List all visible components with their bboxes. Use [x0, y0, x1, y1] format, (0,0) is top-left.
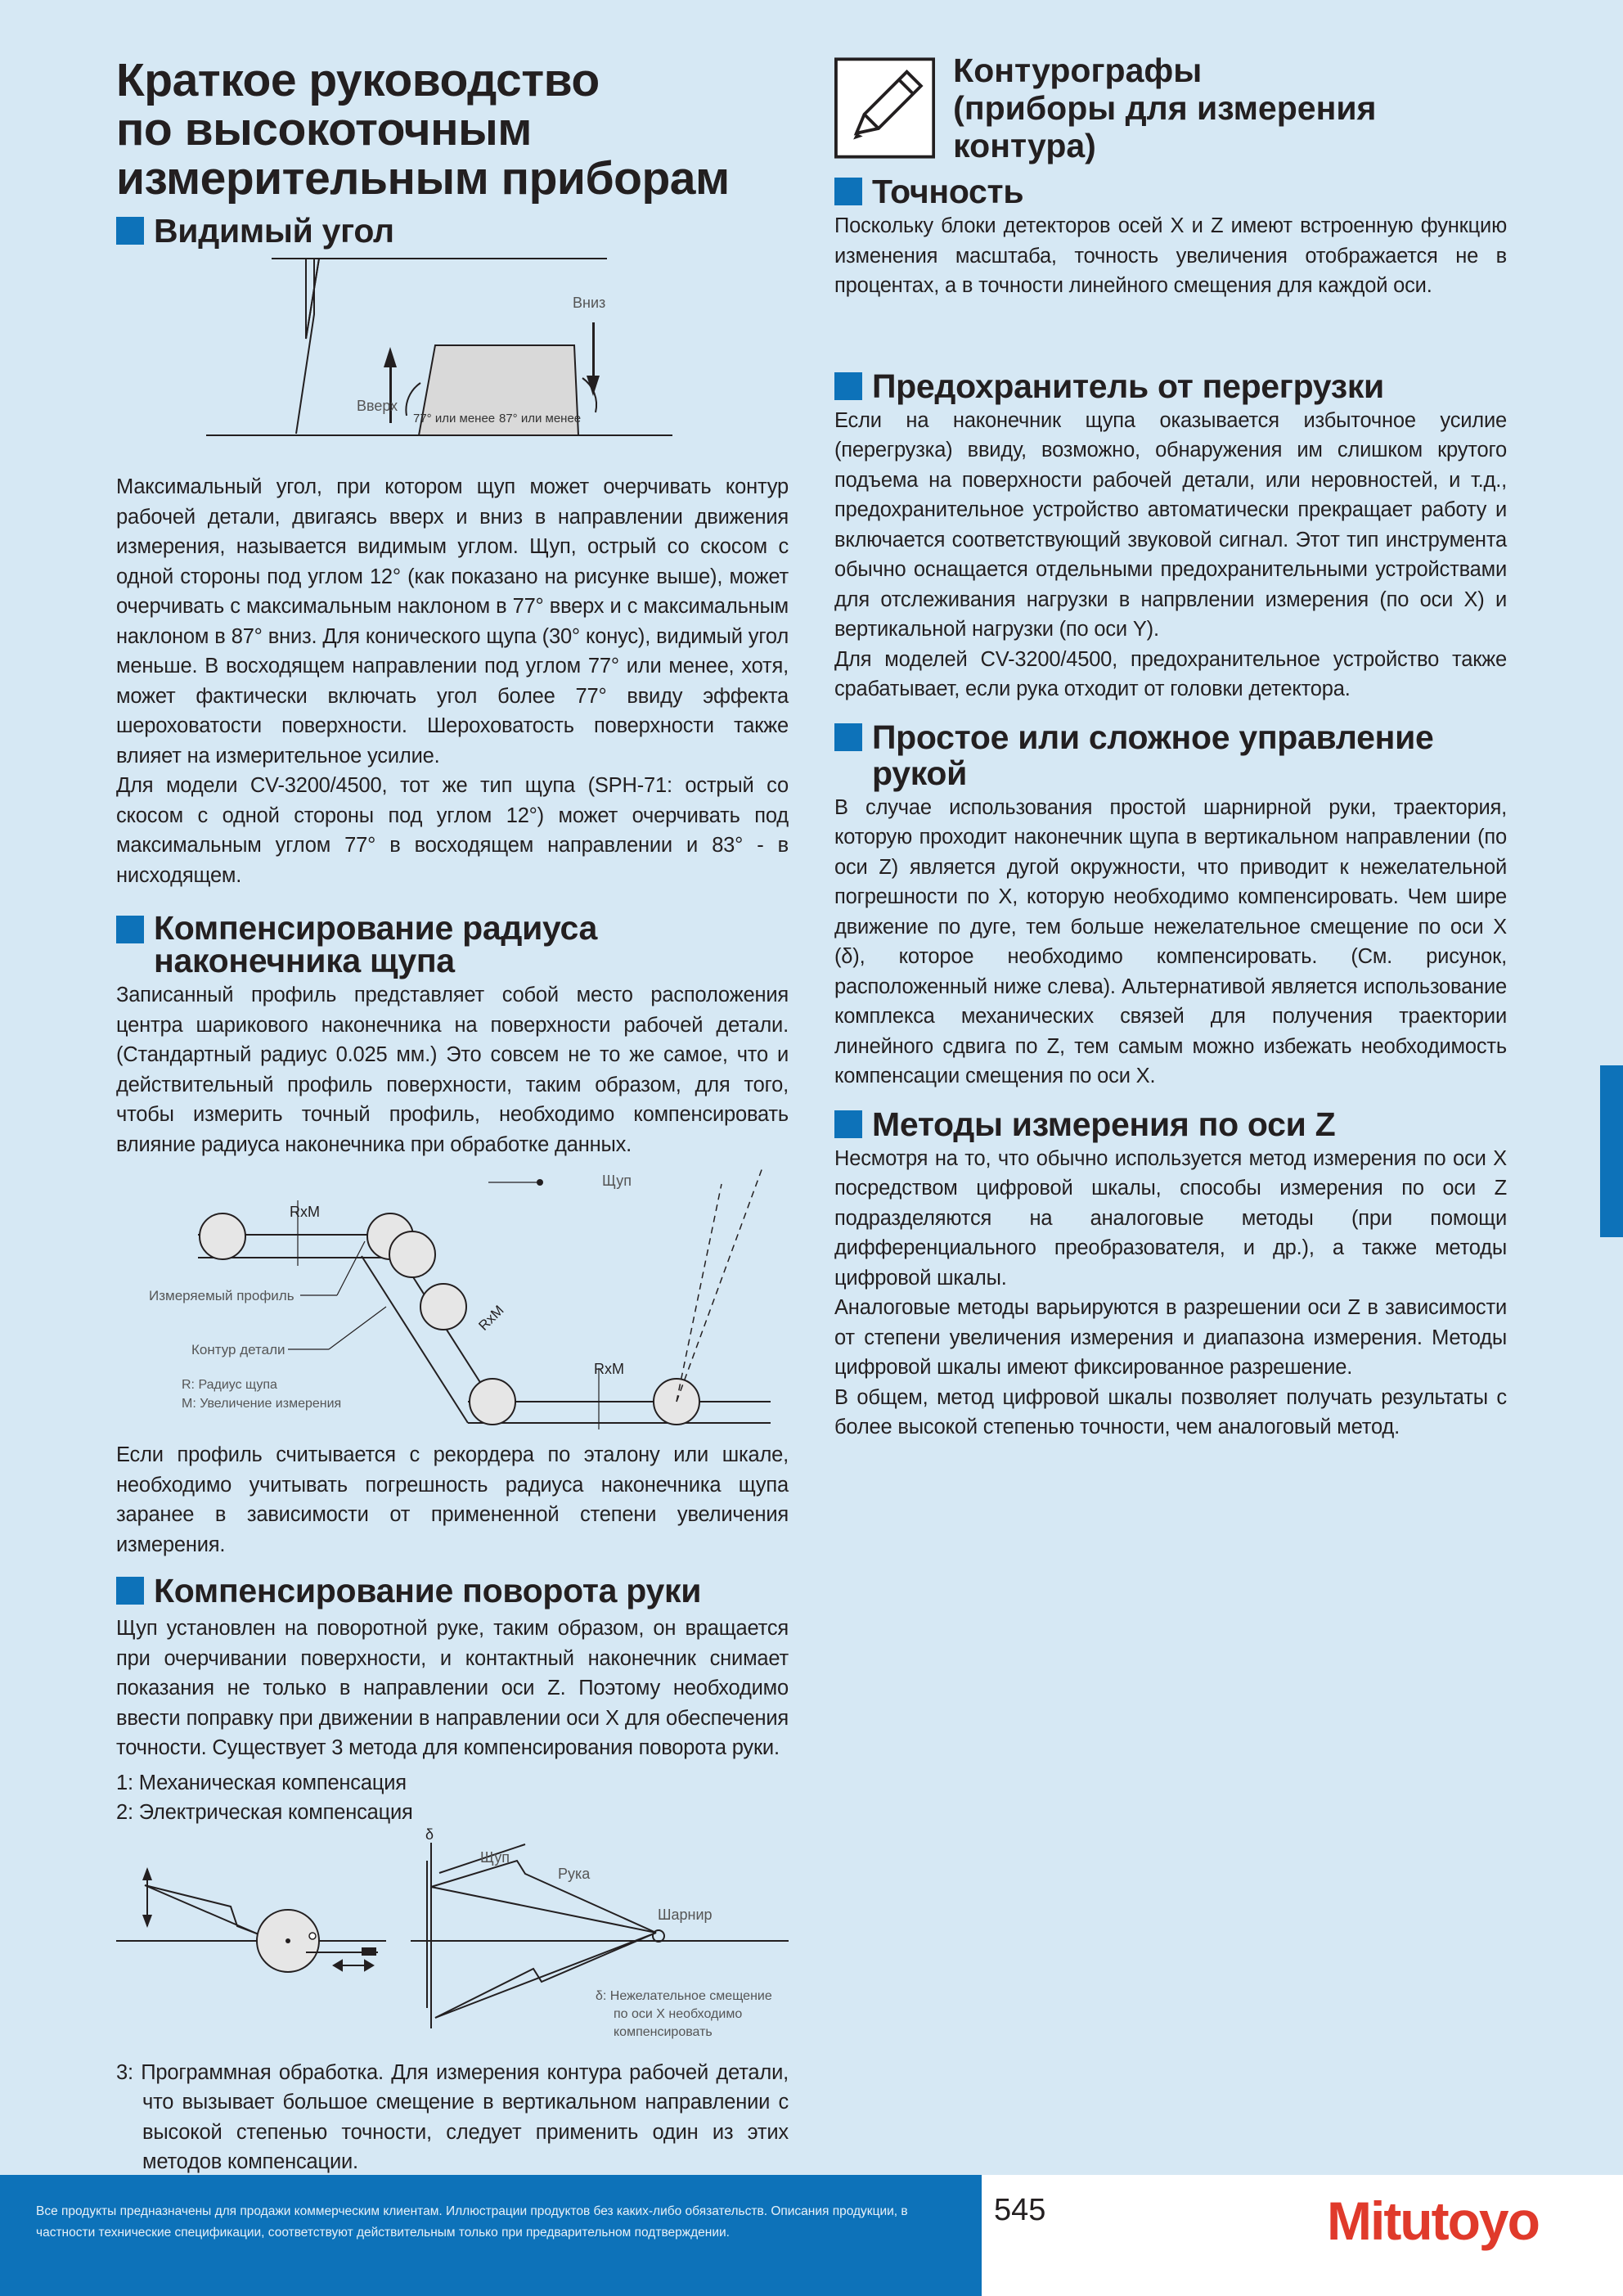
rxm-label: RxM — [475, 1302, 507, 1334]
title-line: измерительным приборам — [116, 152, 730, 205]
paragraph: Максимальный угол, при котором щуп может очерчивать контур рабочей детали, двигаясь вверх и вниз в направлении движения измерения, называется видимым углом. Щуп, острый со скосом с одной стороны под углом 12° (как показано на рисунке выше), может очерчивать с максимальным наклоном в 77° вверх и с максимальным наклоном в 87° вниз. Для конического щупа (30° конус), видимый угол меньше. В восходящем направлении под углом 77° или менее, хотя, может фактически включать угол более 77° ввиду эффекта шероховатости поверхности. Шероховатость поверхности также влияет на измерительное усилие. — [116, 475, 789, 768]
square-bullet-icon — [834, 372, 862, 400]
square-bullet-icon — [834, 723, 862, 751]
section-heading-overload: Предохранитель от перегрузки — [834, 368, 1507, 404]
paragraph: Если профиль считывается с рекордера по эталону или шкале, необходимо учитывать погрешность радиуса наконечника щупа заранее в зависимости от примененной степени увеличения измерения. — [116, 1443, 789, 1556]
measured-profile-label: Измеряемый профиль — [149, 1288, 294, 1303]
header-title: Контурографы — [953, 52, 1203, 89]
angle-87-label: 87° или менее — [499, 412, 582, 425]
title-line: по высокоточным — [116, 103, 532, 155]
square-bullet-icon — [834, 1110, 862, 1138]
mitutoyo-logo: Mitutoyo — [1327, 2190, 1539, 2251]
tip-radius-figure — [116, 1159, 789, 1429]
list-item: 1: Механическая компенсация — [116, 1771, 407, 1794]
delta-label: δ — [425, 1827, 434, 1843]
section-header — [834, 52, 1507, 164]
paragraph: Если на наконечник щупа оказывается избыточное усилие (перегрузка) ввиду, возможно, обнаружения им слишком крутого подъема на поверхности рабочей детали, или неровностей, и т.д., предохранительное устройство автоматически прекращает работу и включается соответствующий звуковой сигнал. Этот тип инструмента обычно оснащается отдельными предохранительными устройствами для отслеживания нагрузки в напрвлении измерения (по оси X) и вертикальной нагрузки (по оси Y). — [834, 408, 1507, 641]
page-number: 545 — [994, 2193, 1046, 2227]
paragraph: Несмотря на то, что обычно используется метод измерения по оси X посредством цифровой шкалы, способы измерения по оси Z подразделяются на аналоговые методы (при помощи дифференциального преобразователя, и др.), а также методы цифровой шкалы. — [834, 1146, 1507, 1290]
list-item: 2: Электрическая компенсация — [116, 1801, 413, 1824]
side-tab — [1600, 1065, 1623, 1237]
title-line: Краткое руководство — [116, 54, 600, 106]
section-heading-visible-angle: Видимый угол — [116, 213, 789, 249]
hinge-label: Шарнир — [658, 1906, 713, 1923]
section-heading-z-methods: Методы измерения по оси Z — [834, 1106, 1507, 1142]
paragraph: Аналоговые методы варьируются в разрешении оси Z в зависимости от степени увеличения измерения и диапазона измерения. Методы цифровой шкалы имеют фиксированное разрешение. — [834, 1296, 1507, 1379]
workpiece-contour-label: Контур детали — [191, 1342, 285, 1357]
footer-disclaimer: Все продукты предназначены для продажи коммерческим клиентам. Иллюстрации продуктов без каких-либо обязательств. Описания продукции, в частности технические спецификации, соответствуют действительным только при предварительном подтверждении. — [36, 2204, 908, 2240]
paragraph: Поскольку блоки детекторов осей X и Z имеют встроенную функцию изменения масштаба, точность увеличения отображается не в процентах, а в точности линейного смещения для каждой оси. — [834, 214, 1507, 297]
left-column — [116, 56, 789, 2177]
paragraph: Записанный профиль представляет собой место расположения центра шарикового наконечника на поверхности рабочей детали. (Стандартный радиус 0.025 мм.) Это совсем не то же самое, что и действительный профиль поверхности, таким образом, для того, чтобы измерить точный профиль, необходимо компенсировать влияние радиуса наконечника при обработке данных. — [116, 984, 789, 1156]
section-heading-arm-control: Простое или сложное управление рукой — [834, 719, 1507, 791]
section-heading-arm-rotation: Компенсирование поворота руки — [116, 1573, 789, 1609]
legend-magnification: M: Увеличение измерения — [182, 1397, 342, 1411]
rxm-label: RxM — [290, 1204, 320, 1220]
pencil-icon — [834, 56, 935, 160]
paragraph: В случае использования простой шарнирной руки, траектория, которую проходит наконечник щупа в вертикальном направлении (по оси Z) является дугой окружности, что приводит к нежелательной погрешности по X, которую необходимо компенсировать. Чем шире движение по дуге, тем больше нежелательное смещение по оси X (δ), которое необходимо компенсировать. (См. рисунок, расположенный ниже слева). Альтернативой является использование комплекса механических связей для получения траектории линейного сдвига по Z, тем самым можно избежать необходимость компенсации смещения по оси X. — [834, 795, 1507, 1087]
delta-note: компенсировать — [614, 2024, 713, 2039]
rxm-label: RxM — [594, 1361, 624, 1377]
paragraph: Для моделей CV-3200/4500, предохранительное устройство также срабатывает, если рука отходит от головки детектора. — [834, 647, 1507, 700]
legend-radius: R: Радиус щупа — [182, 1378, 277, 1392]
arm-rotation-figure — [116, 1828, 789, 2054]
section-heading-tip-radius: Компенсирование радиуса наконечника щупа — [116, 912, 789, 977]
paragraph: Для модели CV-3200/4500, тот же тип щупа (SPH-71: острый со скосом с одной стороны под углом 12°) может очерчивать под максимальным углом 77° в восходящем направлении и 83° - в нисходящем. — [116, 774, 789, 887]
visible-angle-figure — [116, 249, 789, 455]
probe-label: Щуп — [602, 1173, 632, 1189]
probe-label: Щуп — [480, 1848, 510, 1866]
square-bullet-icon — [834, 178, 862, 205]
square-bullet-icon — [116, 916, 144, 943]
angle-77-label: 77° или менее — [413, 412, 496, 425]
down-label: Вниз — [573, 295, 606, 311]
arm-label: Рука — [558, 1865, 591, 1882]
page-title — [116, 56, 789, 203]
paragraph: Щуп установлен на поворотной руке, таким образом, он вращается при очерчивании поверхности, и контактный наконечник снимает показания не только в направлении оси Z. Поэтому необходимо ввести поправку при движении в направлении оси X для обеспечения точности. Существует 3 метода для компенсирования поворота руки. — [116, 1617, 789, 1759]
section-heading-accuracy: Точность — [834, 173, 1507, 209]
right-column — [834, 52, 1507, 1443]
square-bullet-icon — [116, 1577, 144, 1605]
delta-note: δ: Нежелательное смещение — [596, 1988, 772, 2003]
up-label: Вверх — [357, 398, 398, 414]
header-subtitle: (приборы для измерения контура) — [953, 89, 1377, 164]
delta-note: по оси X необходимо — [614, 2006, 743, 2021]
list-item: 3: Программная обработка. Для измерения контура рабочей детали, что вызывает большое смещение в вертикальном направлении с высокой степенью точности, следует применить один из этих методов компенсации. — [116, 2060, 789, 2173]
paragraph: В общем, метод цифровой шкалы позволяет получать результаты с более высокой степенью точности, чем аналоговый метод. — [834, 1385, 1507, 1438]
square-bullet-icon — [116, 217, 144, 245]
